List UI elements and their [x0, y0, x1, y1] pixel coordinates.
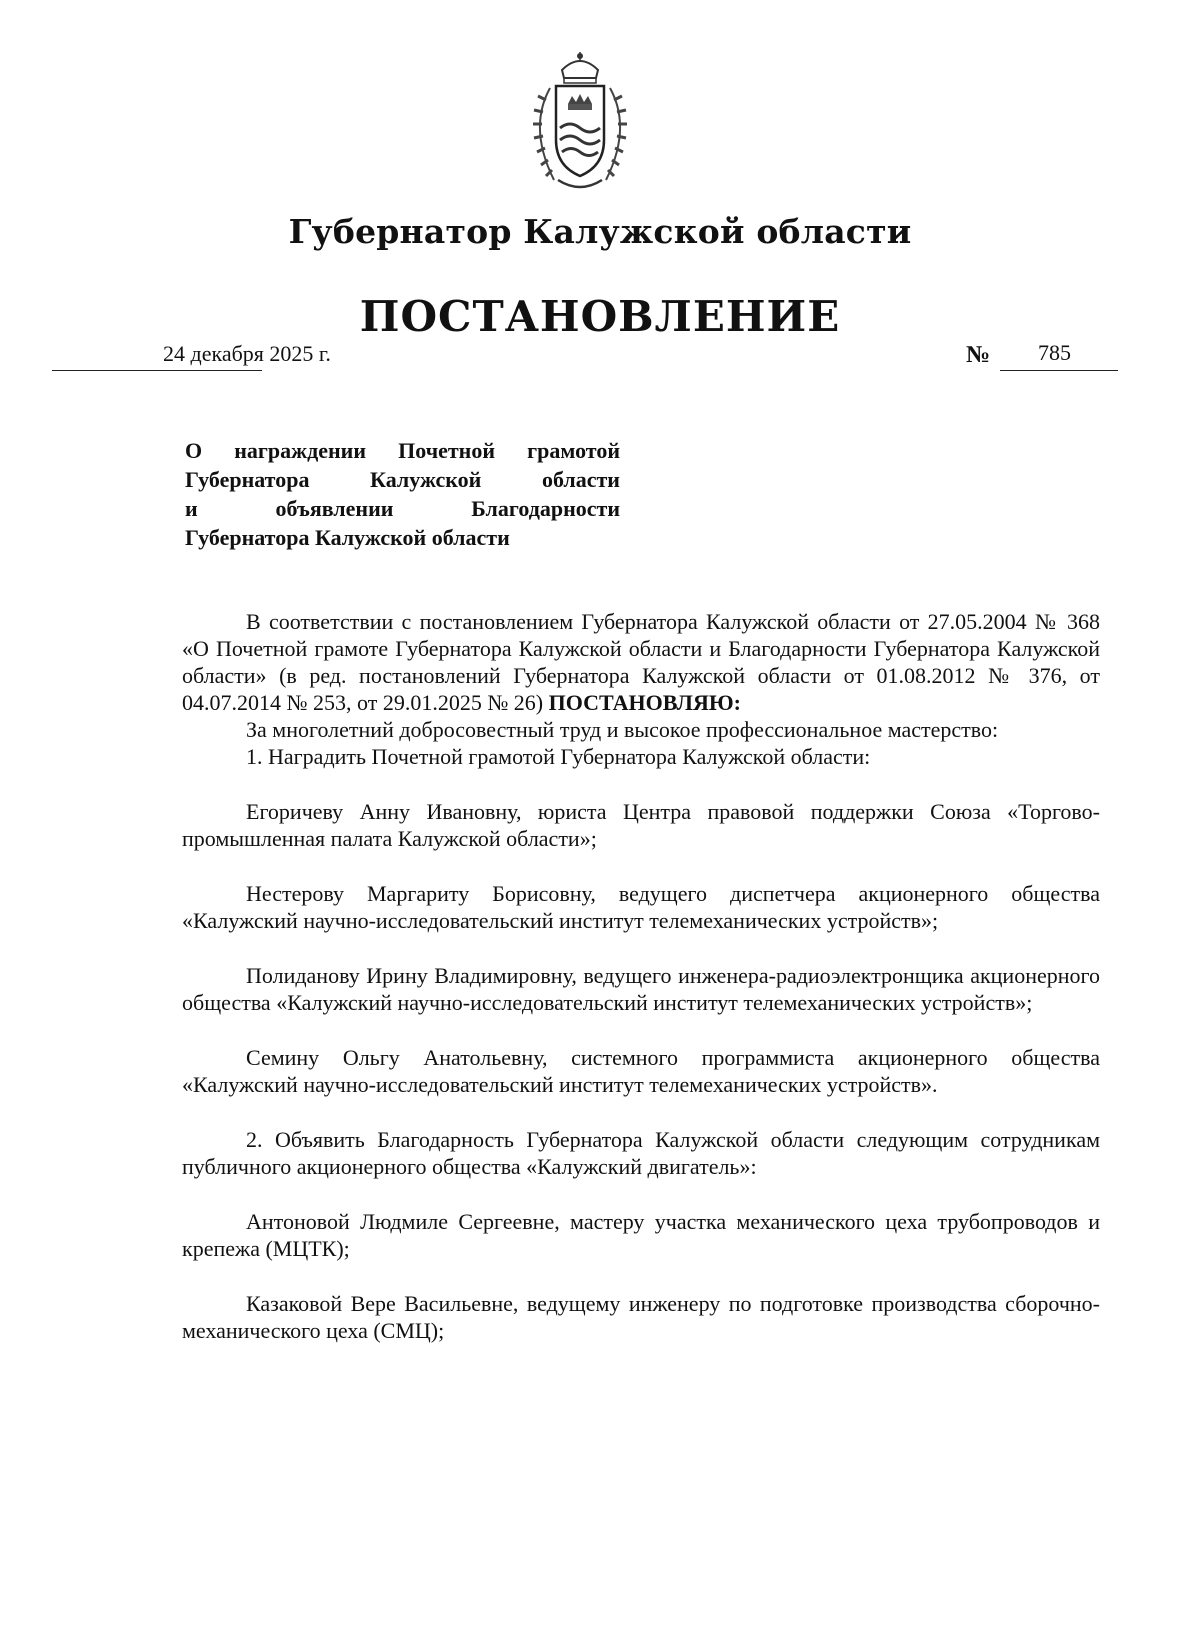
item-1-heading: 1. Наградить Почетной грамотой Губернатора Калужской области: [246, 744, 871, 769]
subject-line: О награждении Почетной грамотой [185, 438, 620, 463]
item-2-heading: 2. Объявить Благодарность Губернатора Калужской области следующим сотрудникам публичного акционерного общества «Калужский двигатель»: [182, 1127, 1100, 1179]
decree-word: ПОСТАНОВЛЯЮ: [548, 690, 741, 715]
awardee-paragraph: Казаковой Вере Васильевне, ведущему инженеру по подготовке производства сборочно-механического цеха (СМЦ); [182, 1291, 1100, 1343]
awardee-paragraph: Егоричеву Анну Ивановну, юриста Центра правовой поддержки Союза «Торгово-промышленная палата Калужской области»; [182, 799, 1100, 851]
preamble-paragraph [182, 608, 1100, 716]
preamble-text: В соответствии с постановлением Губернатора Калужской области от 27.05.2004 № 368 «О Почетной грамоте Губернатора Калужской области и Благодарности Губернатора Калужской области» (в ред. постановлений Губернатора Калужской области от 01.08.2012 № 376, от 04.07.2014 № 253, от 29.01.2025 № 26) [182, 609, 1100, 715]
awardee-paragraph: Семину Ольгу Анатольевну, системного программиста акционерного общества «Калужский научно-исследовательский институт телемеханических устройств». [182, 1045, 1100, 1097]
subject-line: и объявлении Благодарности [185, 496, 620, 521]
document-subject [185, 436, 620, 552]
number-sign: № [966, 342, 991, 368]
subject-line: Губернатора Калужской области [185, 525, 510, 550]
awardee-paragraph: Антоновой Людмиле Сергеевне, мастеру участка механического цеха трубопроводов и крепежа (МЦТК); [182, 1209, 1100, 1261]
awardee-paragraph: Полиданову Ирину Владимировну, ведущего инженера-радиоэлектронщика акционерного общества «Калужский научно-исследовательский институт телемеханических устройств»; [182, 963, 1100, 1015]
document-body [182, 608, 1100, 1344]
coat-of-arms-icon [510, 48, 650, 198]
document-date: 24 декабря 2025 г. [163, 341, 331, 366]
reason-paragraph: За многолетний добросовестный труд и высокое профессиональное мастерство: [246, 717, 999, 742]
subject-line: Губернатора Калужской области [185, 467, 620, 492]
document-type-title: ПОСТАНОВЛЕНИЕ [359, 292, 841, 341]
awardee-paragraph: Нестерову Маргариту Борисовну, ведущего диспетчера акционерного общества «Калужский научно-исследовательский институт телемеханических устройств»; [182, 881, 1100, 933]
document-number: 785 [1038, 340, 1071, 365]
issuing-authority: Губернатор Калужской области [288, 212, 912, 251]
